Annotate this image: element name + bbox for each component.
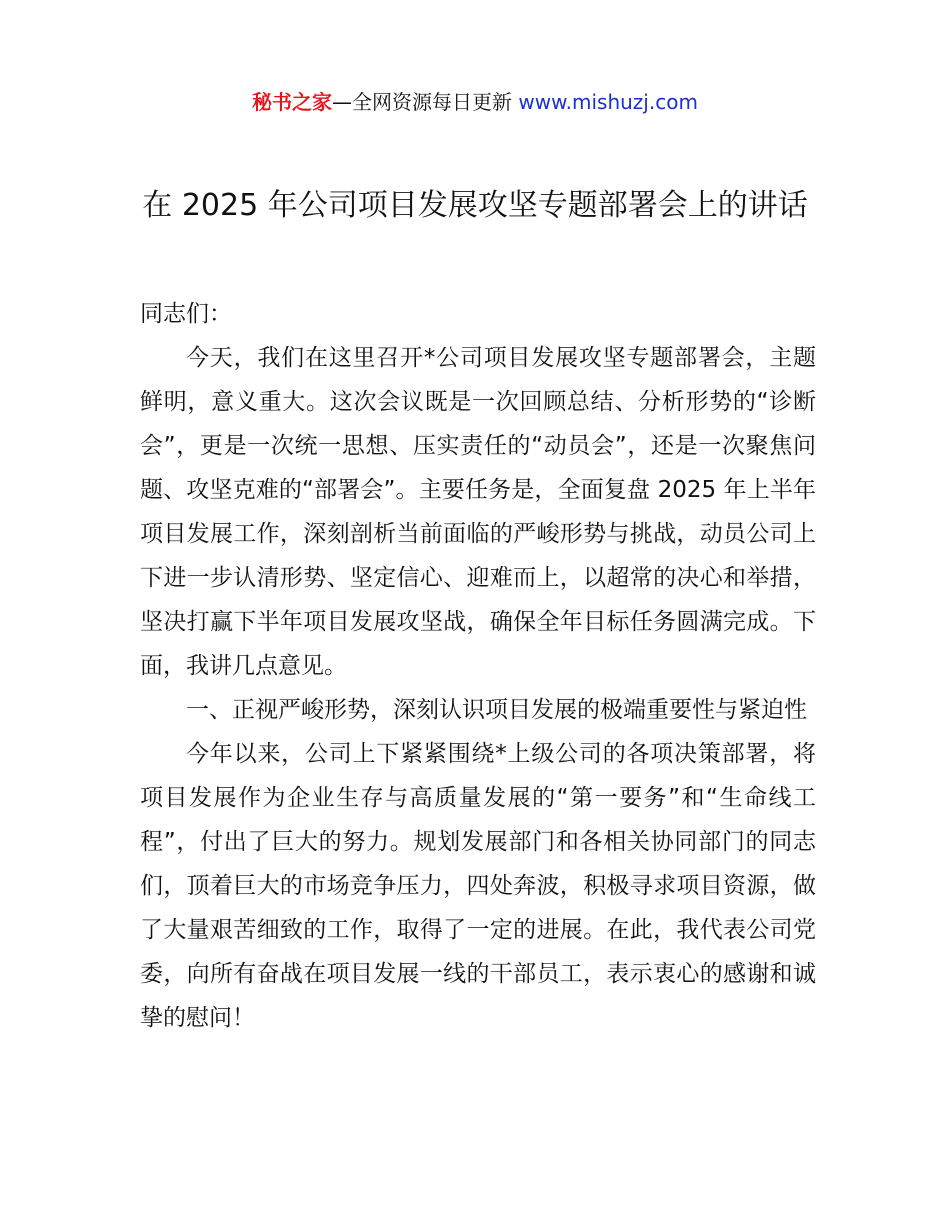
site-header: [0, 86, 950, 118]
section-heading-1: 一、正视严峻形势，深刻认识项目发展的极端重要性与紧迫性: [186, 697, 807, 723]
paragraph-intro: 今天，我们在这里召开*公司项目发展攻坚专题部署会，主题鲜明，意义重大。这次会议既是一次回顾总结、分析形势的“诊断会”，更是一次统一思想、压实责任的“动员会”，还是一次聚焦问题、攻坚克难的“部署会”。主要任务是，全面复盘 2025 年上半年项目发展工作，深刻剖析当前面临的严峻形势与挑战，动员公司上下进一步认清形势、坚定信心、迎难而上，以超常的决心和举措，坚决打赢下半年项目发展攻坚战，确保全年目标任务圆满完成。下面，我讲几点意见。: [140, 345, 816, 679]
brand-name: 秘书之家: [252, 90, 333, 114]
salutation: 同志们：: [140, 301, 232, 327]
document-title: 在 2025 年公司项目发展攻坚专题部署会上的讲话: [142, 188, 808, 223]
document-body: [140, 292, 816, 1040]
paragraph-section-1: 今年以来，公司上下紧紧围绕*上级公司的各项决策部署，将项目发展作为企业生存与高质量发展的“第一要务”和“生命线工程”，付出了巨大的努力。规划发展部门和各相关协同部门的同志们，顶着巨大的市场竞争压力，四处奔波，积极寻求项目资源，做了大量艰苦细致的工作，取得了一定的进展。在此，我代表公司党委，向所有奋战在项目发展一线的干部员工，表示衷心的感谢和诚挚的慰问！: [140, 741, 816, 1031]
site-url-link[interactable]: www.mishuzj.com: [518, 90, 698, 114]
header-tagline: —全网资源每日更新: [332, 90, 519, 114]
